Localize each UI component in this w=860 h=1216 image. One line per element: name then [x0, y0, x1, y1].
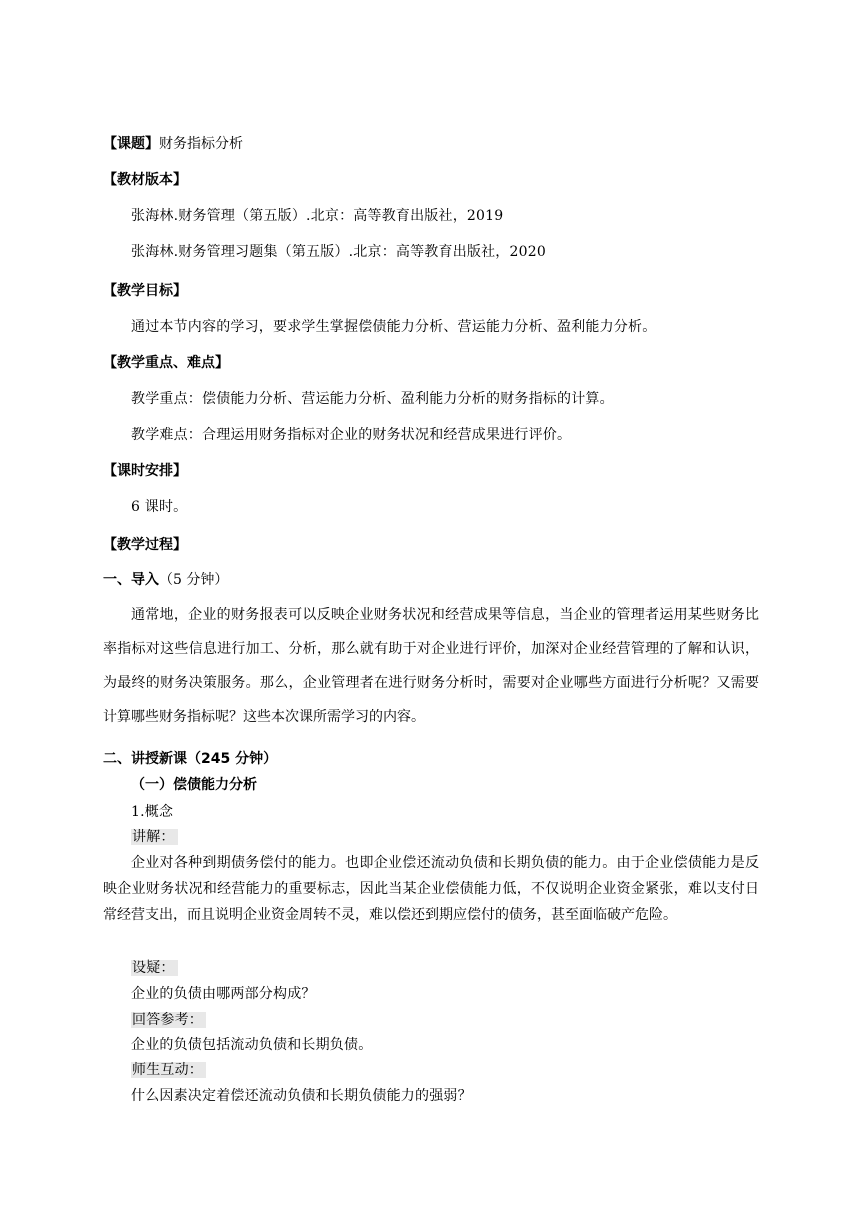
- objective-text: 通过本节内容的学习，要求学生掌握偿债能力分析、营运能力分析、盈利能力分析。: [131, 319, 657, 335]
- hours-text: 6 课时。: [131, 499, 188, 515]
- topic-label: 【课题】: [103, 136, 159, 152]
- concept-heading: 1.概念: [131, 804, 174, 820]
- interact-text: 什么因素决定着偿还流动负债和长期负债能力的强弱？: [131, 1088, 472, 1104]
- textbook-heading: 【教材版本】: [103, 172, 187, 188]
- intro-paragraph: 通常地，企业的财务报表可以反映企业财务状况和经营成果等信息，当企业的管理者运用某些财务比率指标对这些信息进行加工、分析，那么就有助于对企业进行评价，加深对企业经营管理的了解和认识，为最终的财务决策服务。那么，企业管理者在进行财务分析时，需要对企业哪些方面进行分析呢？又需要计算哪些财务指标呢？这些本次课所需学习的内容。: [103, 607, 759, 725]
- debt-ability-heading: （一）偿债能力分析: [131, 777, 257, 793]
- explain-label: 讲解：: [131, 829, 178, 845]
- intro-heading: 一、导入: [103, 572, 159, 588]
- textbook-1: 张海林.财务管理（第五版）.北京：高等教育出版社，2019: [131, 208, 504, 224]
- topic-value: 财务指标分析: [159, 136, 243, 152]
- answer-label: 回答参考：: [131, 1012, 206, 1028]
- answer-label-line: [131, 1010, 206, 1030]
- question-label-line: [131, 958, 178, 978]
- topic-line: [103, 134, 243, 154]
- focus-key: 教学重点：偿债能力分析、营运能力分析、盈利能力分析的财务指标的计算。: [131, 391, 614, 407]
- explain-label-line: [131, 827, 178, 847]
- focus-heading: 【教学重点、难点】: [103, 355, 229, 371]
- question-label: 设疑：: [131, 960, 178, 976]
- process-heading: 【教学过程】: [103, 537, 187, 553]
- objective-heading: 【教学目标】: [103, 283, 187, 299]
- question-text: 企业的负债由哪两部分构成？: [131, 986, 316, 1002]
- textbook-2: 张海林.财务管理习题集（第五版）.北京：高等教育出版社，2020: [131, 244, 546, 260]
- intro-heading-line: [103, 570, 228, 590]
- focus-difficult: 教学难点：合理运用财务指标对企业的财务状况和经营成果进行评价。: [131, 427, 572, 443]
- answer-text: 企业的负债包括流动负债和长期负债。: [131, 1037, 373, 1053]
- hours-heading: 【课时安排】: [103, 463, 187, 479]
- interact-label: 师生互动：: [131, 1062, 206, 1078]
- intro-time: （5 分钟）: [159, 572, 229, 588]
- explain-paragraph: 企业对各种到期债务偿付的能力。也即企业偿还流动负债和长期负债的能力。由于企业偿债能力是反映企业财务状况和经营能力的重要标志，因此当某企业偿债能力低，不仅说明企业资金紧张，难以支付日常经营支出，而且说明企业资金周转不灵，难以偿还到期应偿付的债务，甚至面临破产危险。: [103, 855, 759, 923]
- new-lesson-heading: 二、讲授新课（245 分钟）: [103, 751, 278, 767]
- interact-label-line: [131, 1060, 206, 1080]
